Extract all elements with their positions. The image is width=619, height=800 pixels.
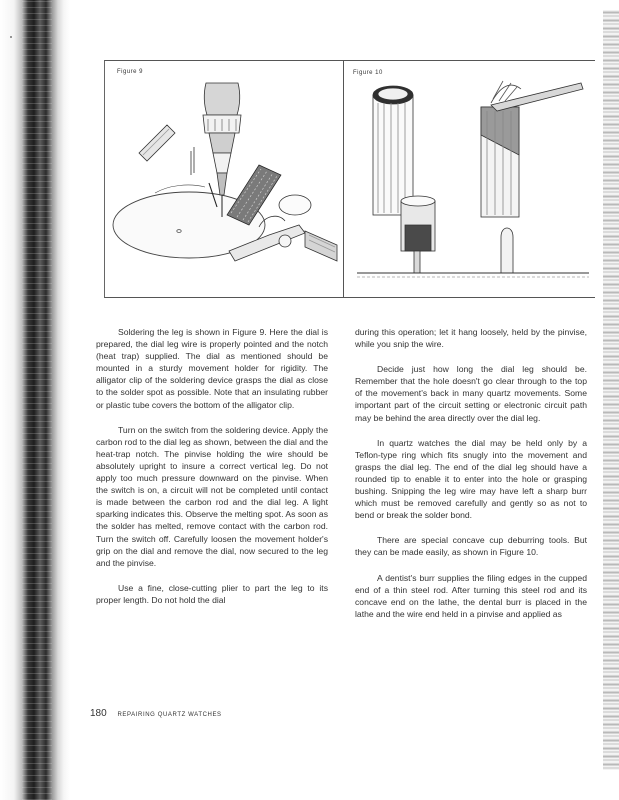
running-title: REPAIRING QUARTZ WATCHES [117,712,222,718]
page-footer [90,708,222,719]
paragraph: during this operation; let it hang loosely, held by the pinvise, while you snip the wire. [355,327,587,350]
paragraph: Turn on the switch from the soldering device. Apply the carbon rod to the dial leg as shown, between the dial and the heat-trap notch. The pinvise holding the wire should be absolutely upright to insure a correct vertical leg. Do not apply too much pressure downward on the pinvise. When the switch is on, a circuit will not be completed until contact is made between the carbon rod and the dial leg. A light sparking indicates this. Observe the melting spot. As soon as the solder has melted, remove contact with the carbon rod. Turn the switch off. Carefully loosen the movement holder's grip on the dial and remove the dial, now secured to the leg and the pinvise. [96,424,328,568]
paragraph: In quartz watches the dial may be held only by a Teflon-type ring which fits snugly into the movement and grasps the dial leg. The end of the dial leg should have a rounded tip to enable it to enter into the hole or grasping bushing. Snipping the leg wire may have left a sharp burr which must be removed carefully and gently so as not to bend or break the solder bond. [355,437,587,521]
spine-texture [22,0,52,800]
text-column-left [96,326,328,619]
paragraph: A dentist's burr supplies the filing edges in the cupped end of a thin steel rod. After turning this steel rod and its concave end on the lathe, the dental burr is placed in the lathe and the wire end held in a pinvise and applied as [355,572,587,619]
figure-9-soldering-illustration [109,75,339,291]
paragraph: There are special concave cup deburring tools. But they can be made easily, as shown in Figure 10. [355,535,587,558]
figure-divider [343,61,344,297]
page-edge-shadow [603,10,619,770]
fluted-rod-large [373,86,413,215]
figure-9-label: Figure 9 [117,69,144,75]
text-column-right [355,326,587,633]
page-number: 180 [90,708,107,719]
paragraph: Use a fine, close-cutting plier to part the leg to its proper length. Do not hold the dial [96,582,328,605]
figure-10-burr-illustration [351,75,591,291]
paragraph: Decide just how long the dial leg should be. Remember that the hole doesn't go clear through to the top of the movement's back in many quartz movements. Some important part of the circuit setting or electronic circuit path may be behind the area directly over the dial leg. [355,364,587,423]
figure-panel [104,60,595,298]
scan-speck [10,36,12,38]
figure-10-label: Figure 10 [353,70,383,76]
dental-burr [481,81,583,217]
paragraph: Soldering the leg is shown in Figure 9. Here the dial is prepared, the dial leg wire is properly pointed and the notch (heat trap) supplied. The dial as mentioned should be mounted in a sturdy movement holder for rigidity. The alligator clip of the soldering device grasps the dial as close to the solder spot as possible. Note that an insulating rubber or plastic tube covers the bottom of the alligator clip. [96,327,328,410]
